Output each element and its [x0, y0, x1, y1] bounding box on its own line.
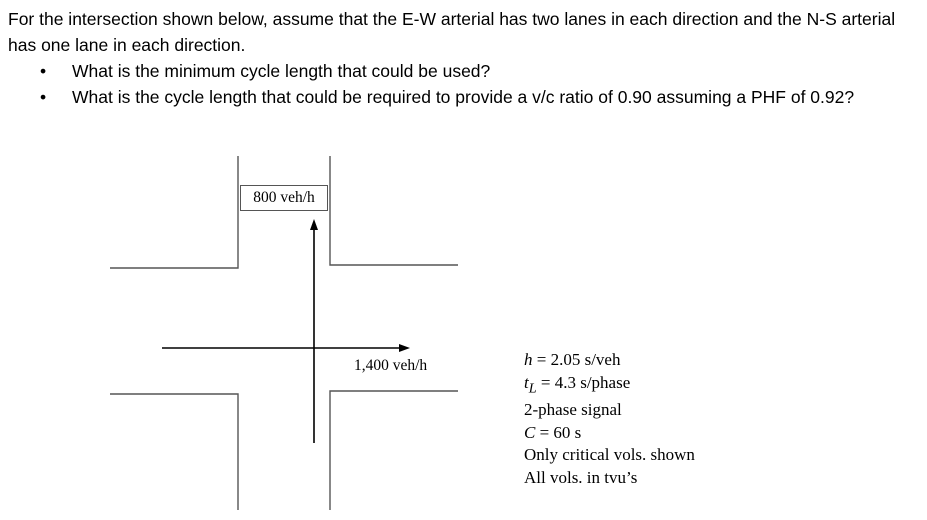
param-cycle-value: = 60 s — [535, 422, 582, 442]
param-lost-time-value: = 4.3 s/phase — [536, 372, 631, 392]
curb-bottom-left — [110, 394, 238, 510]
param-cycle-symbol: C — [524, 422, 536, 442]
param-signal-phases: 2-phase signal — [524, 400, 622, 420]
eastbound-arrowhead-icon — [399, 344, 410, 352]
curb-bottom-right — [330, 391, 458, 510]
northbound-volume-label: 800 veh/h — [240, 185, 328, 211]
param-headway — [524, 349, 695, 372]
param-lost-time-symbol: t — [524, 372, 529, 392]
question-intro: For the intersection shown below, assume that the E-W arterial has two lanes in each direction and the N-S arterial has one lane in each direction. — [8, 9, 896, 55]
arrow-heads — [310, 219, 410, 352]
param-headway-value: = 2.05 s/veh — [532, 350, 621, 369]
northbound-arrowhead-icon — [310, 219, 318, 230]
question-bullet-1-text: What is the minimum cycle length that could be used? — [72, 61, 491, 81]
curb-top-right — [330, 156, 458, 265]
signal-parameters — [524, 349, 695, 489]
param-note-critical-vols: Only critical vols. shown — [524, 445, 695, 465]
param-lost-time — [524, 372, 695, 400]
param-lost-time-subscript: L — [528, 379, 537, 396]
question-bullet-2-text: What is the cycle length that could be required to provide a v/c ratio of 0.90 assuming a PHF of 0.92? — [72, 87, 855, 107]
bullet-icon: • — [40, 87, 47, 107]
param-headway-symbol: h — [524, 350, 533, 369]
curb-top-left — [110, 156, 238, 268]
eastbound-volume-label: 1,400 veh/h — [354, 357, 428, 374]
param-note-tvu: All vols. in tvu’s — [524, 467, 638, 487]
param-cycle-length — [524, 422, 695, 445]
movement-arrows — [162, 226, 402, 443]
bullet-icon: • — [40, 61, 47, 81]
